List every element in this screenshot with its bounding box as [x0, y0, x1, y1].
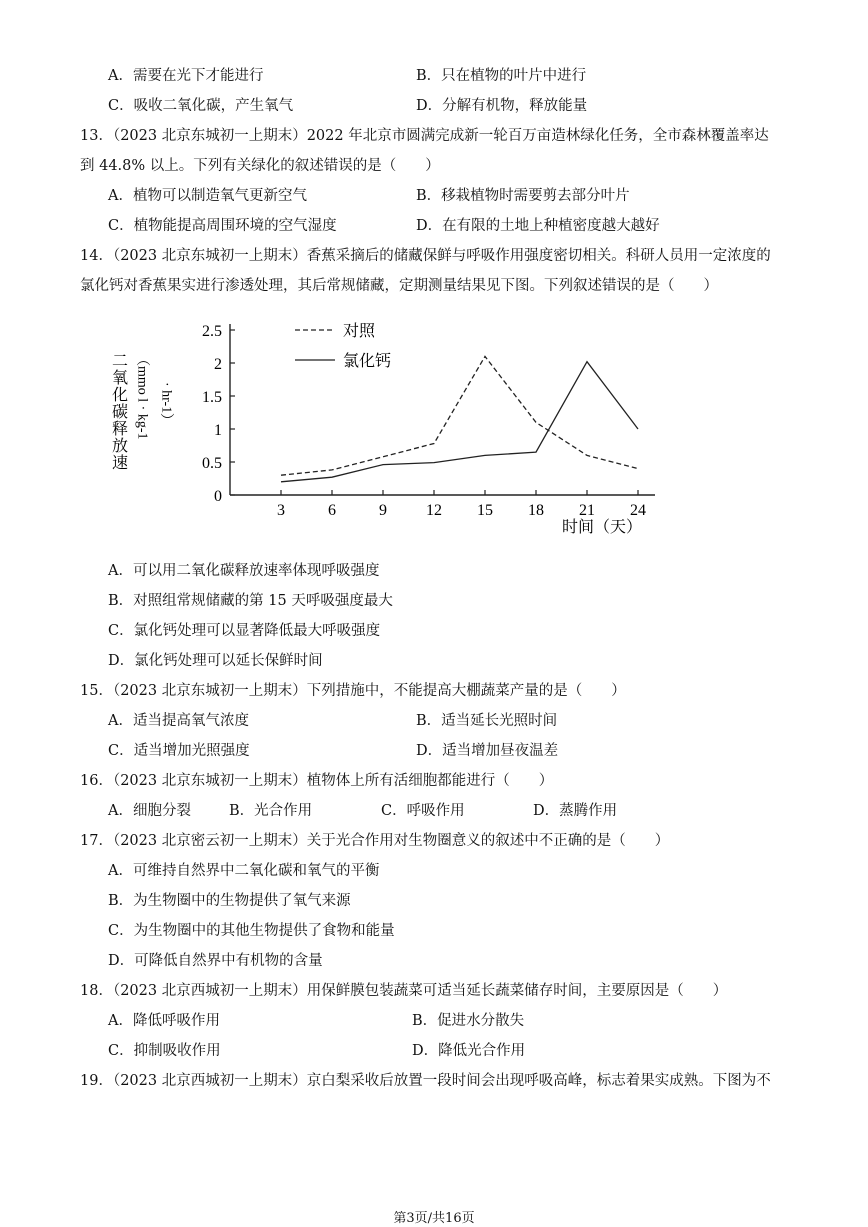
x-tick-label: 12 [426, 502, 442, 519]
y-tick-label: 1 [214, 422, 222, 439]
chart-ylabel-unit-1: （mmo l · kg-1 [134, 352, 150, 440]
q17-option-c: C．为生物圈中的其他生物提供了食物和能量 [108, 923, 395, 939]
q14-option-b: B．对照组常规储藏的第 15 天呼吸强度最大 [108, 593, 393, 609]
q17-option-a: A．可维持自然界中二氧化碳和氧气的平衡 [108, 863, 380, 879]
q17-stem: 17．（2023 北京密云初一上期末）关于光合作用对生物圈意义的叙述中不正确的是（ ） [80, 833, 670, 849]
x-tick-label: 6 [328, 502, 336, 519]
q16-stem: 16．（2023 北京东城初一上期末）植物体上所有活细胞都能进行（ ） [80, 773, 554, 789]
q18-option-c: C．抑制吸收作用 [108, 1043, 221, 1059]
series-line-1 [281, 356, 638, 475]
y-tick-label: 0.5 [202, 455, 222, 472]
q13-stem-line2: 到 44.8% 以上。下列有关绿化的叙述错误的是（ ） [80, 158, 440, 174]
q16-option-c: C．呼吸作用 [381, 803, 465, 819]
x-tick-label: 18 [528, 502, 544, 519]
q13-option-c: C．植物能提高周围环境的空气湿度 [108, 218, 337, 234]
q17-option-d: D．可降低自然界中有机物的含量 [108, 953, 323, 969]
x-tick-label: 24 [630, 502, 646, 519]
x-tick-label: 15 [477, 502, 493, 519]
chart-series [281, 356, 638, 481]
y-tick-label: 2 [214, 356, 222, 373]
q15-option-b: B．适当延长光照时间 [416, 713, 558, 729]
y-tick-label: 0 [214, 488, 222, 505]
chart-ylabel-main: 二氧化碳释放速 [109, 352, 127, 471]
series-line-2 [281, 362, 638, 482]
chart-ylabel-unit-2: · hr-1） [158, 382, 174, 428]
q14-option-a: A．可以用二氧化碳释放速率体现呼吸强度 [108, 563, 380, 579]
co2-release-chart [100, 312, 680, 544]
q18-option-b: B．促进水分散失 [412, 1013, 525, 1029]
x-tick-label: 3 [277, 502, 285, 519]
q13-stem-line1: 13．（2023 北京东城初一上期末）2022 年北京市圆满完成新一轮百万亩造林绿化任务，全市森林覆盖率达 [80, 128, 769, 144]
q14-option-d: D．氯化钙处理可以延长保鲜时间 [108, 653, 323, 669]
q17-option-b: B．为生物圈中的生物提供了氧气来源 [108, 893, 351, 909]
q16-option-a: A．细胞分裂 [108, 803, 191, 819]
q13-option-a: A．植物可以制造氧气更新空气 [108, 188, 307, 204]
q14-stem-line1: 14．（2023 北京东城初一上期末）香蕉采摘后的储藏保鲜与呼吸作用强度密切相关。科研人员用一定浓度的 [80, 248, 771, 264]
chart-svg [100, 312, 680, 544]
q14-option-c: C．氯化钙处理可以显著降低最大呼吸强度 [108, 623, 381, 639]
x-tick-label: 9 [379, 502, 387, 519]
legend-label-2: 氯化钙 [343, 353, 392, 370]
q15-option-d: D．适当增加昼夜温差 [416, 743, 559, 759]
q13-option-b: B．移栽植物时需要剪去部分叶片 [416, 188, 630, 204]
chart-legend [295, 322, 391, 370]
q15-stem: 15．（2023 北京东城初一上期末）下列措施中，不能提高大棚蔬菜产量的是（ ） [80, 683, 626, 699]
q18-option-a: A．降低呼吸作用 [108, 1013, 220, 1029]
q18-option-d: D．降低光合作用 [412, 1043, 526, 1059]
legend-label-1: 对照 [343, 323, 376, 340]
q12-option-c: C．吸收二氧化碳，产生氧气 [108, 98, 294, 114]
q13-option-d: D．在有限的土地上种植密度越大越好 [416, 218, 660, 234]
q16-option-b: B．光合作用 [229, 803, 313, 819]
q16-option-d: D．蒸腾作用 [533, 803, 618, 819]
page-footer: 第3页/共16页 [393, 1211, 475, 1226]
y-tick-label: 1.5 [202, 389, 222, 406]
y-tick-label: 2.5 [202, 323, 222, 340]
q12-option-b: B．只在植物的叶片中进行 [416, 68, 587, 84]
chart-axes [202, 323, 655, 519]
q12-option-a: A．需要在光下才能进行 [108, 68, 264, 84]
q15-option-c: C．适当增加光照强度 [108, 743, 250, 759]
q18-stem: 18．（2023 北京西城初一上期末）用保鲜膜包装蔬菜可适当延长蔬菜储存时间，主要原因是（ ） [80, 983, 728, 999]
q15-option-a: A．适当提高氧气浓度 [108, 713, 249, 729]
q14-stem-line2: 氯化钙对香蕉果实进行渗透处理，其后常规储藏，定期测量结果见下图。下列叙述错误的是（ ） [80, 278, 718, 294]
x-tick-label: 21 [579, 502, 595, 519]
chart-xlabel: 时间（天） [562, 519, 643, 536]
q12-option-d: D．分解有机物，释放能量 [416, 98, 588, 114]
q19-stem: 19．（2023 北京西城初一上期末）京白梨采收后放置一段时间会出现呼吸高峰，标志着果实成熟。下图为不 [80, 1073, 771, 1089]
